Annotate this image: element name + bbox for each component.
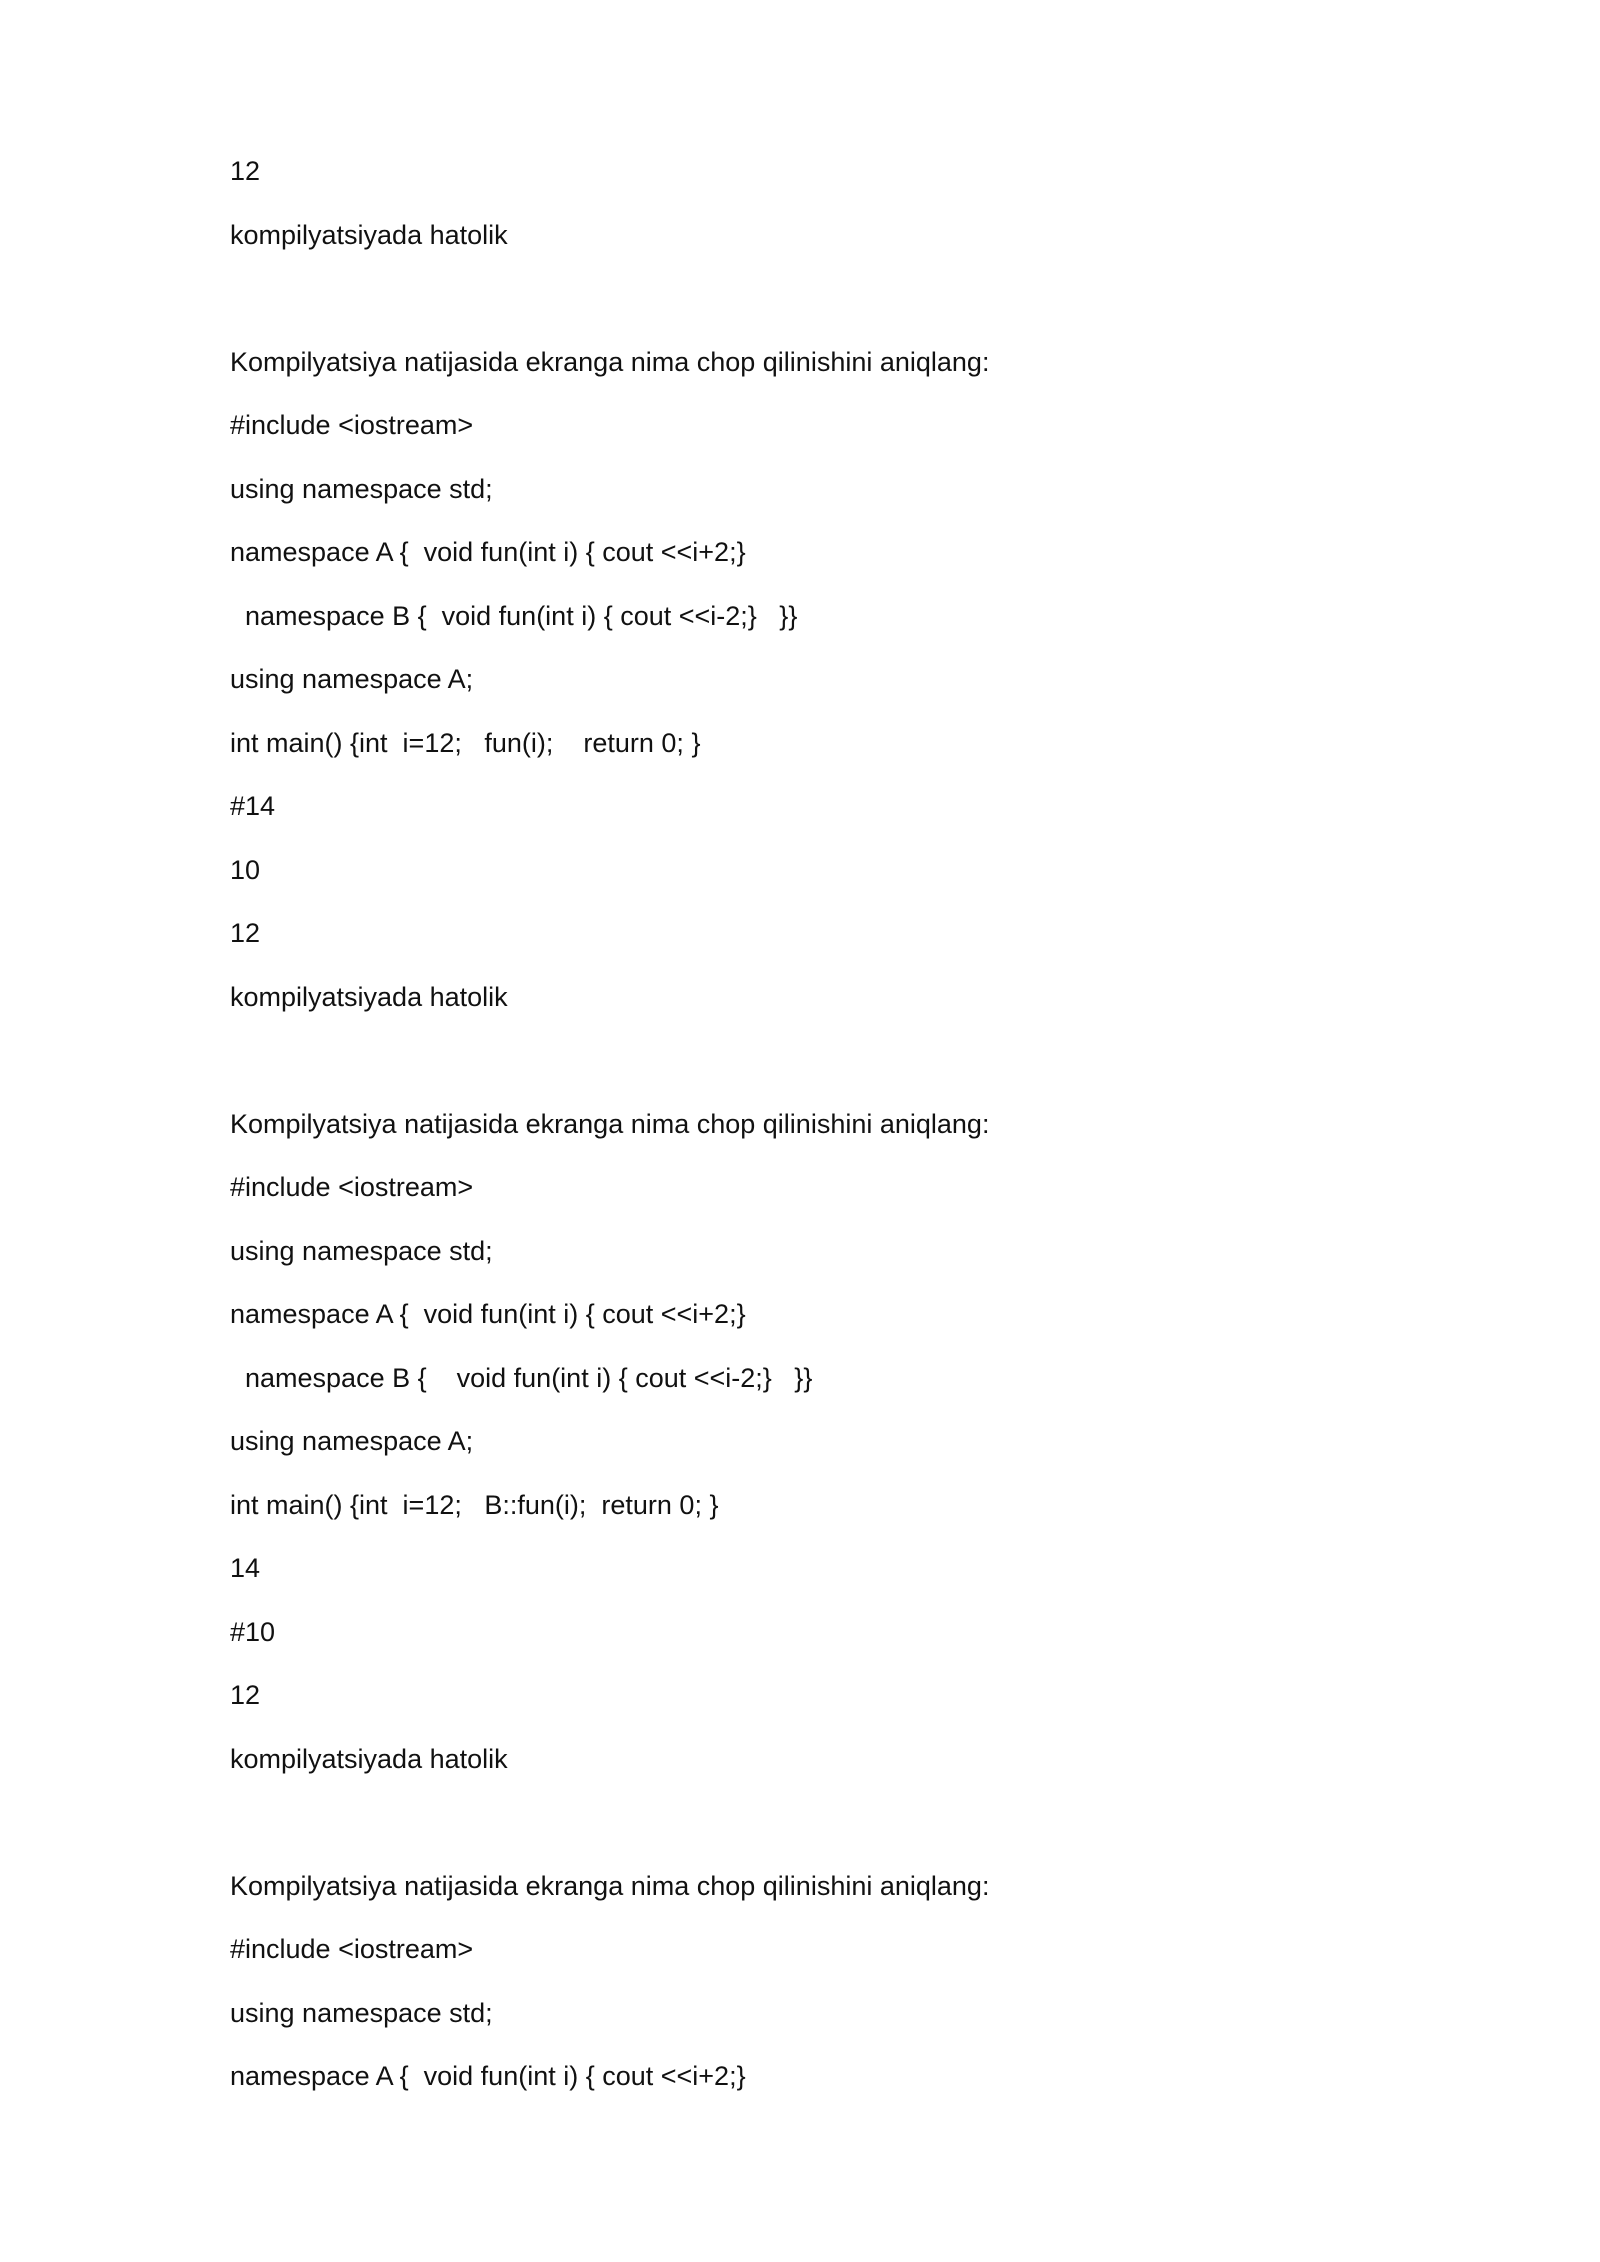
- question-prompt: Kompilyatsiya natijasida ekranga nima chop qilinishini aniqlang:: [230, 346, 990, 377]
- code-line: using namespace std;: [230, 1997, 493, 2028]
- option: 12: [230, 1680, 261, 1710]
- option: 12: [230, 918, 261, 948]
- code-line: #include <iostream>: [230, 410, 474, 440]
- code-line: using namespace std;: [230, 1235, 493, 1266]
- blank-line: [230, 1041, 1430, 1079]
- code-line: #include <iostream>: [230, 1172, 474, 1202]
- code-line: namespace A { void fun(int i) { cout <<i+2;}: [230, 1299, 746, 1329]
- option-compile-error: kompilyatsiyada hatolik: [230, 219, 508, 250]
- code-line: namespace A { void fun(int i) { cout <<i+2;}: [230, 537, 746, 567]
- option-12: 12: [230, 156, 261, 186]
- code-line: using namespace std;: [230, 473, 493, 504]
- option: 10: [230, 854, 261, 885]
- option-correct: #14: [230, 791, 276, 821]
- question-prompt: Kompilyatsiya natijasida ekranga nima chop qilinishini aniqlang:: [230, 1108, 990, 1139]
- code-line: int main() {int i=12; B::fun(i); return 0; }: [230, 1489, 719, 1520]
- code-line: namespace B { void fun(int i) { cout <<i-2;} }}: [230, 1362, 813, 1393]
- blank-line: [230, 1803, 1430, 1841]
- blank-line: [230, 279, 1430, 317]
- question-prompt: Kompilyatsiya natijasida ekranga nima chop qilinishini aniqlang:: [230, 1870, 990, 1901]
- code-line: using namespace A;: [230, 1426, 474, 1456]
- option: kompilyatsiyada hatolik: [230, 1743, 508, 1774]
- option-correct: #10: [230, 1616, 276, 1647]
- code-line: namespace B { void fun(int i) { cout <<i-2;} }}: [230, 600, 798, 631]
- option: kompilyatsiyada hatolik: [230, 981, 508, 1012]
- document-body: [230, 152, 1430, 2121]
- option: 14: [230, 1553, 261, 1583]
- code-line: using namespace A;: [230, 664, 474, 694]
- code-line: int main() {int i=12; fun(i); return 0; }: [230, 727, 701, 758]
- code-line: namespace A { void fun(int i) { cout <<i+2;}: [230, 2061, 746, 2091]
- code-line: #include <iostream>: [230, 1934, 474, 1964]
